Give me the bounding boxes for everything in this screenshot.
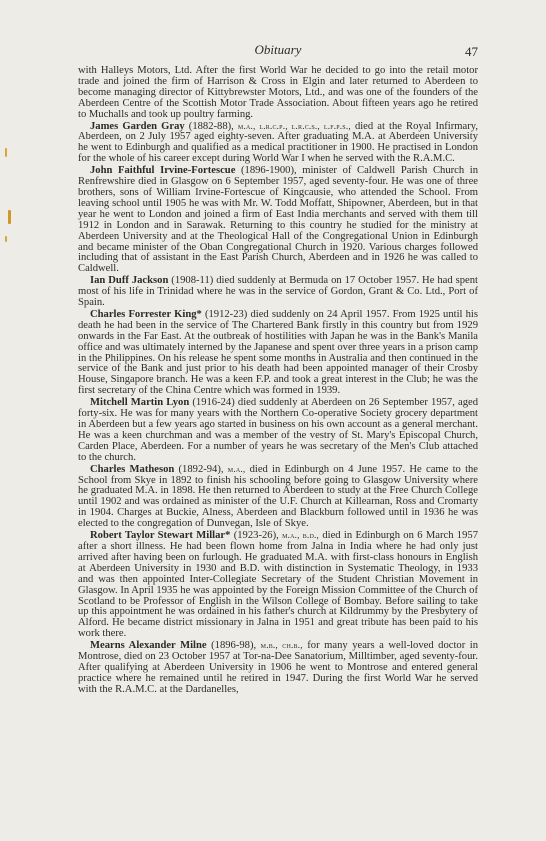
obituary-entry bbox=[78, 640, 478, 696]
person-name: John Faithful Irvine-Fortescue bbox=[90, 165, 236, 177]
obituary-entry bbox=[78, 530, 478, 640]
page-header bbox=[78, 42, 478, 62]
continuation-paragraph: with Halleys Motors, Ltd. After the first World War he decided to go into the retail motor trade and joined the firm of Harrison & Cross in Elgin and later returned to Aberdeen to become managing director of Kittybrewster Motors, Ltd., and was one of the founders of the Aberdeen Centre of the Scottish Motor Trade Association. About fifteen years ago he retired to Muchalls and took up poultry farming. bbox=[78, 65, 478, 120]
entry-text: died suddenly on 24 April 1957. From 1925 until his death he had been in the service of The Chartered Bank firstly in this country but from 1929 onwards in the Far East. At the outbreak of hostilities with Japan he was in the Bank's Manila office and was ultimately interned by the Japanese and spent over three years in a prison camp in the Philippines. On his release he spent some months in Australia and then continued in the service of the Bank and just prior to his death had been appointed manager of their Crosby House, Singapore branch. He was a keen F.P. and took a great interest in the Club; he was the first secretary of the China Centre which was formed in 1939. bbox=[78, 308, 478, 397]
entry-years: (1892-94), bbox=[174, 463, 228, 475]
entry-years: (1923-26), bbox=[230, 530, 283, 542]
entry-years: (1882-88), bbox=[184, 120, 238, 132]
margin-mark bbox=[5, 148, 7, 157]
margin-mark bbox=[5, 236, 7, 242]
obituary-entry bbox=[78, 275, 478, 309]
person-name: Charles Forrester King* bbox=[90, 308, 202, 320]
entry-degrees: m.a., b.d., bbox=[282, 530, 320, 541]
entry-text: for many years a well-loved doctor in Montrose, died on 23 October 1957 at Tor-na-Dee Sanatorium, Milltimber, aged seventy-four. After qualifying at Aberdeen University in 1906 he went to Montrose and entered general practice where he remained until he retired in 1947. During the first World War he served with the R.A.M.C. at the Dardanelles, bbox=[78, 640, 479, 695]
entry-text: died in Edinburgh on 4 June 1957. He came to the School from Skye in 1892 to finish his schooling before going to Glasgow University where he graduated M.A. in 1898. He then returned to Aberdeen to study at the Free Church College until 1902 and was ordained as minister of the U.F. Church at Killearnan, Ross and Cromarty in 1904. Charges at Buckie, Alness, Aberdeen and Blackburn followed until in 1936 he was elected to the congregation of Dunvegan, Isle of Skye. bbox=[78, 463, 479, 530]
entry-years: (1908-11) bbox=[168, 275, 217, 287]
entry-degrees: m.b., ch.b., bbox=[260, 640, 303, 651]
person-name: Mitchell Martin Lyon bbox=[90, 397, 190, 409]
running-title: Obituary bbox=[254, 42, 302, 57]
obituary-entry bbox=[78, 397, 478, 463]
entry-degrees: m.a., bbox=[227, 463, 246, 474]
person-name: Mearns Alexander Milne bbox=[90, 640, 207, 652]
margin-mark bbox=[8, 210, 11, 224]
obituary-entry bbox=[78, 309, 478, 397]
obituary-entry bbox=[78, 165, 478, 275]
entry-text: died suddenly at Bermuda on 17 October 1957. He had spent most of his life in Trinidad where he was in the service of Gordon, Grant & Co. Ltd., Port of Spain. bbox=[78, 275, 478, 309]
person-name: James Garden Gray bbox=[90, 120, 185, 132]
person-name: Robert Taylor Stewart Millar* bbox=[90, 530, 231, 542]
entry-text: died suddenly at Aberdeen on 26 September 1957, aged forty-six. He was for many years with the Northern Co-operative Society grocery department in Aberdeen but a few years ago started in business on his own account as a general merchant. He was a keen churchman and was a member of the vestry of St. Mary's Episcopal Church, Carden Place, Aberdeen. For a number of years he was secretary of the Men's Club attached to the church. bbox=[78, 397, 478, 463]
entry-text: minister of Caldwell Parish Church in Renfrewshire died in Glasgow on 6 September 1957, aged seventy-four. He was one of three brothers, sons of William Irvine-Fortescue of Kingcausie, who attended the School. From leaving school until 1905 he was with Mr. W. Todd Moffatt, Shipowner, Aberdeen, but in that year he went to London and joined a firm of East India merchants and served with them till 1912 in London and in Sarawak. Returning to this country he studied for the ministry at Aberdeen University and at the Theological Hall of the Congregational Union in Edinburgh and became minister of the Oban Congregational Church in 1920. Various charges followed including that of assistant in the East Parish Church, Aberdeen and in 1926 he was called to Caldwell. bbox=[78, 165, 478, 275]
entry-years: (1896-1900), bbox=[235, 165, 303, 177]
entry-text: died in Edinburgh on 6 March 1957 after a short illness. He had been flown home from Jalna in India where he had only just arrived after having been on furlough. He graduated M.A. with first-class honours in English at Aberdeen University in 1930 and B.D. with distinction in Systematic Theology, in 1933 and was then appointed Inter-Collegiate Secretary of the Student Christian Movement in Glasgow. In April 1935 he was appointed by the Foreign Mission Committee of the Church of Scotland to be Professor of English in the Wilson College of Bombay. Before sailing to take up this appointment he was ordained in his father's church at Kildrummy by the Presbytery of Alford. He became district missionary in Jalna in 1951 and great tribute has been paid to his work there. bbox=[78, 530, 478, 640]
person-name: Charles Matheson bbox=[90, 463, 175, 475]
entry-years: (1912-23) bbox=[201, 308, 251, 320]
entry-degrees: m.a., l.r.c.p., l.r.c.s., l.f.p.s., bbox=[237, 120, 351, 131]
entry-years: (1896-98), bbox=[206, 640, 261, 652]
entry-text: died at the Royal Infirmary, Aberdeen, on 2 July 1957 aged eighty-seven. After graduating M.A. at Aberdeen University he went to Edinburgh and qualified as a medical practitioner in 1900. He practised in London for the whole of his career except during World War I when he served with the R.A.M.C. bbox=[78, 120, 478, 165]
obituary-entry bbox=[78, 464, 478, 530]
page-number: 47 bbox=[465, 44, 478, 59]
person-name: Ian Duff Jackson bbox=[90, 275, 169, 287]
obituary-body bbox=[78, 66, 478, 696]
entry-years: (1916-24) bbox=[189, 397, 238, 409]
obituary-entry bbox=[78, 121, 478, 166]
